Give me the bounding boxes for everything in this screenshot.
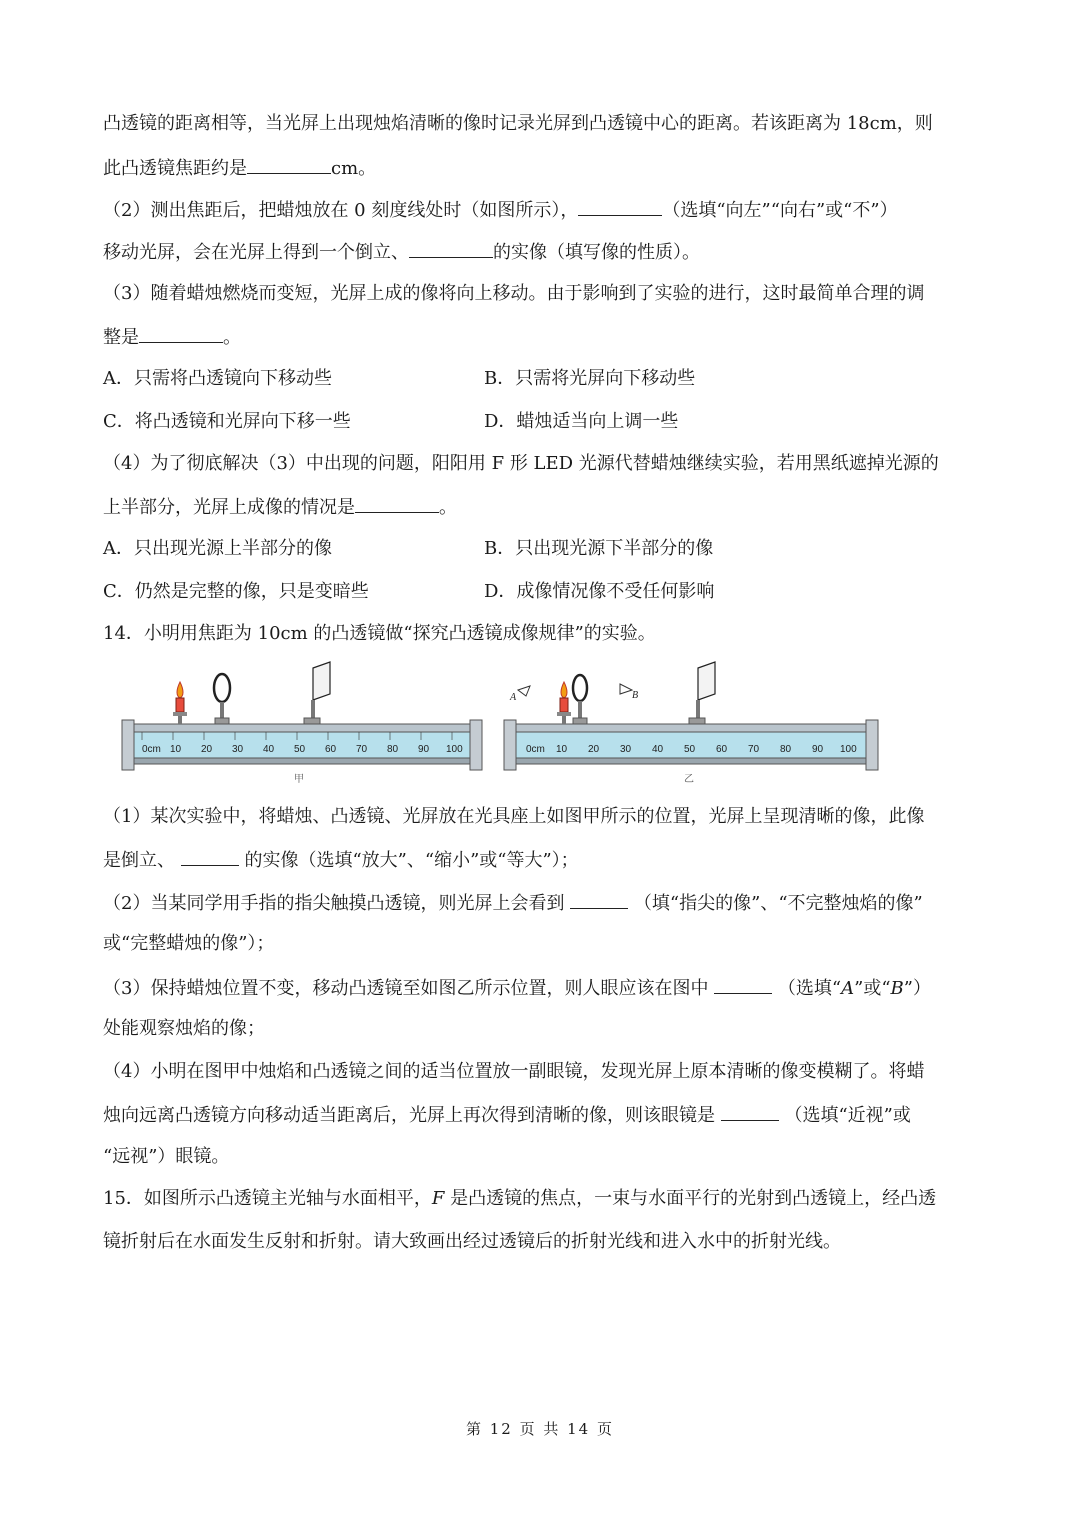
tick-label: 100: [446, 744, 463, 755]
tick-label: 10: [170, 744, 182, 755]
answer-blank[interactable]: [181, 847, 239, 866]
optical-bench-figure-a: [118, 660, 488, 784]
tick-label: 70: [748, 744, 760, 755]
q13-part4-line-1: （4）为了彻底解决（3）中出现的问题，阳阳用 F 形 LED 光源代替蜡烛继续实验，若用黑纸遮掉光源的: [103, 453, 939, 474]
q14-part4-line-3: “远视”）眼镜。: [103, 1146, 230, 1167]
answer-blank[interactable]: [570, 890, 628, 909]
tick-label: 0cm: [142, 744, 161, 755]
answer-blank[interactable]: [355, 494, 439, 513]
tick-label: 30: [620, 744, 632, 755]
tick-label: 40: [263, 744, 275, 755]
q13-line-2: 此凸透镜焦距约是 cm。: [103, 155, 983, 181]
bench-foot-left: [504, 720, 516, 770]
q13-part3-line-2: 整是 。: [103, 324, 983, 350]
q13-part3-option-c[interactable]: C．将凸透镜和光屏向下移一些: [103, 411, 351, 432]
mark-b-label: B: [632, 690, 639, 701]
q13-part3-option-a[interactable]: A．只需将凸透镜向下移动些: [103, 368, 332, 389]
answer-blank[interactable]: [139, 324, 223, 343]
tick-label: 50: [294, 744, 306, 755]
answer-blank[interactable]: [714, 975, 772, 994]
q13-line-1: 凸透镜的距离相等，当光屏上出现烛焰清晰的像时记录光屏到凸透镜中心的距离。若该距离为 18cm，则: [103, 113, 933, 134]
page-footer: 第 12 页 共 14 页: [465, 1420, 614, 1438]
tick-label: 50: [684, 744, 696, 755]
tick-label: 10: [556, 744, 568, 755]
q14-part1-line-1: （1）某次实验中，将蜡烛、凸透镜、光屏放在光具座上如图甲所示的位置，光屏上呈现清晰的像，此像: [103, 806, 925, 827]
tick-label: 90: [418, 744, 430, 755]
bench-bottom-rail: [514, 758, 868, 764]
q14-part1-line-2: 是倒立、 的实像（选填“放大”、“缩小”或“等大”）；: [103, 847, 983, 873]
q15-line-1: 15．如图所示凸透镜主光轴与水面相平，F 是凸透镜的焦点，一束与水面平行的光射到凸透镜上，经凸透: [103, 1188, 937, 1209]
tick-label: 20: [201, 744, 213, 755]
q14-part4-line-2: 烛向远离凸透镜方向移动适当距离后，光屏上再次得到清晰的像，则该眼镜是 （选填“近视”或: [103, 1102, 983, 1128]
bench-top-rail: [132, 724, 472, 732]
bench-foot-right: [470, 720, 482, 770]
convex-lens-icon: [214, 674, 230, 724]
tick-label: 90: [812, 744, 824, 755]
answer-blank[interactable]: [409, 239, 493, 258]
q14-part3-line-1: （3）保持蜡烛位置不变，移动凸透镜至如图乙所示位置，则人眼应该在图中 （选填“A”或“B”）: [103, 975, 983, 1001]
figure-label-b: 乙: [684, 774, 694, 784]
q13-part4-line-2: 上半部分，光屏上成像的情况是 。: [103, 494, 983, 520]
optical-bench-figure-b: [500, 660, 890, 784]
q13-part4-option-b[interactable]: B．只出现光源下半部分的像: [484, 538, 714, 559]
tick-label: 40: [652, 744, 664, 755]
bench-top-rail: [514, 724, 868, 732]
eye-b-icon: [620, 684, 638, 701]
q13-part4-option-d[interactable]: D．成像情况像不受任何影响: [484, 581, 715, 602]
q13-part4-option-a[interactable]: A．只出现光源上半部分的像: [103, 538, 332, 559]
q13-part4-option-c[interactable]: C．仍然是完整的像，只是变暗些: [103, 581, 369, 602]
q13-part3-option-b[interactable]: B．只需将光屏向下移动些: [484, 368, 696, 389]
tick-label: 80: [780, 744, 792, 755]
bench-bottom-rail: [132, 758, 472, 764]
eye-a-icon: [509, 686, 530, 703]
tick-label: 0cm: [526, 744, 545, 755]
tick-label: 20: [588, 744, 600, 755]
q14-part2-line-1: （2）当某同学用手指的指尖触摸凸透镜，则光屏上会看到 （填“指尖的像”、“不完整烛焰的像”: [103, 890, 983, 916]
light-screen-icon: [304, 662, 330, 724]
q14-stem: 14．小明用焦距为 10cm 的凸透镜做“探究凸透镜成像规律”的实验。: [103, 623, 656, 644]
q15-line-2: 镜折射后在水面发生反射和折射。请大致画出经过透镜后的折射光线和进入水中的折射光线。: [103, 1231, 841, 1252]
answer-blank[interactable]: [247, 155, 331, 174]
tick-label: 60: [325, 744, 337, 755]
convex-lens-icon: [573, 675, 587, 724]
tick-label: 30: [232, 744, 244, 755]
q13-part3-option-d[interactable]: D．蜡烛适当向上调一些: [484, 411, 679, 432]
answer-blank[interactable]: [578, 197, 662, 216]
bench-foot-left: [122, 720, 134, 770]
light-screen-icon: [689, 662, 715, 724]
tick-label: 80: [387, 744, 399, 755]
q13-part2-line-2: 移动光屏，会在光屏上得到一个倒立、 的实像（填写像的性质）。: [103, 239, 983, 265]
q14-part4-line-1: （4）小明在图甲中烛焰和凸透镜之间的适当位置放一副眼镜，发现光屏上原本清晰的像变模糊了。将蜡: [103, 1061, 925, 1082]
candle-icon: [173, 682, 187, 724]
answer-blank[interactable]: [721, 1102, 779, 1121]
tick-label: 100: [840, 744, 857, 755]
tick-label: 60: [716, 744, 728, 755]
q14-part3-line-2: 处能观察烛焰的像；: [103, 1018, 265, 1039]
q13-part2-line-1: （2）测出焦距后，把蜡烛放在 0 刻度线处时（如图所示）， （选填“向左”“向右”或“不”）: [103, 197, 983, 223]
mark-a-label: A: [510, 692, 517, 703]
tick-label: 70: [356, 744, 368, 755]
candle-icon: [557, 682, 571, 724]
figure-label-a: 甲: [294, 774, 304, 784]
q13-part3-line-1: （3）随着蜡烛燃烧而变短，光屏上成的像将向上移动。由于影响到了实验的进行，这时最简单合理的调: [103, 283, 925, 304]
q14-part2-line-2: 或“完整蜡烛的像”）；: [103, 933, 275, 954]
bench-foot-right: [866, 720, 878, 770]
